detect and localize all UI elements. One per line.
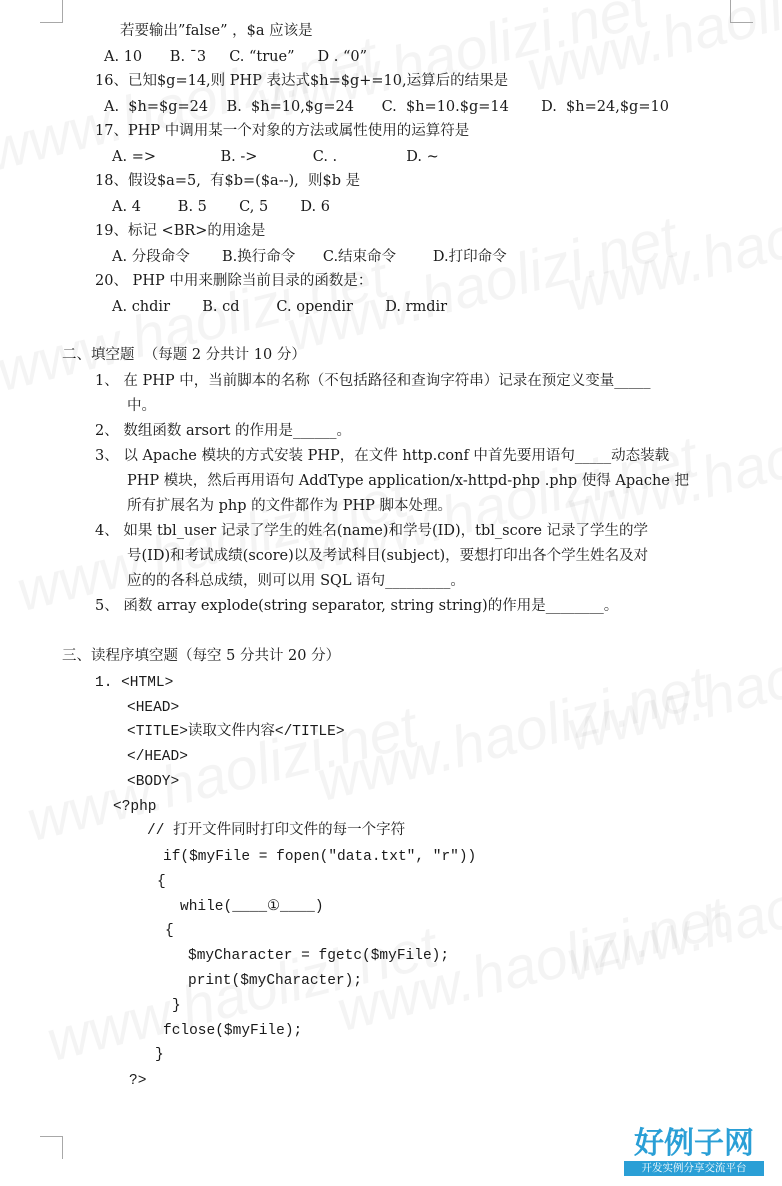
corner-mark-top-left xyxy=(40,0,63,23)
c-endhead: </HEAD> xyxy=(127,749,188,765)
q20-options: A. chdir B. cd C. opendir D. rmdir xyxy=(112,299,448,315)
c-brace1: { xyxy=(157,874,166,890)
f4-line1: 4、 如果 tbl_user 记录了学生的姓名(name)和学号(ID)，tbl_score 记录了学生的学 xyxy=(95,523,649,539)
f1-line2: 中。 xyxy=(127,398,156,414)
c-php: <?php xyxy=(113,799,157,815)
q18-stem: 18、假设$a=5, 有$b=($a--), 则$b 是 xyxy=(95,173,361,189)
f5: 5、 函数 array explode(string separator, string string)的作用是________。 xyxy=(95,598,619,614)
q17-stem: 17、PHP 中调用某一个对象的方法或属性使用的运算符是 xyxy=(95,123,470,139)
f3-line3: 所有扩展名为 php 的文件都作为 PHP 脚本处理。 xyxy=(127,498,452,514)
q15-stem: 若要输出”false” ，$a 应该是 xyxy=(120,23,313,39)
c-body: <BODY> xyxy=(127,774,180,790)
watermark-text xyxy=(310,653,714,815)
c-end: ?> xyxy=(129,1073,147,1089)
logo-subtitle: 开发实例分享交流平台 xyxy=(624,1161,764,1176)
c-head: <HEAD> xyxy=(127,700,180,716)
q16-options: A. $h=$g=24 B. $h=10,$g=24 C. $h=10.$g=14 D. $h=24,$g=10 xyxy=(104,99,669,115)
f1-line1: 1、 在 PHP 中，当前脚本的名称（不包括路径和查询字符串）记录在预定义变量_____ xyxy=(95,373,651,389)
c-brace3: } xyxy=(172,998,181,1014)
q18-options: A. 4 B. 5 C, 5 D. 6 xyxy=(112,199,330,215)
sec3-heading: 三、读程序填空题（每空 5 分共计 20 分） xyxy=(62,648,341,664)
c-print: print($myCharacter); xyxy=(188,973,363,989)
watermark-text xyxy=(40,913,444,1075)
f3-line2: PHP 模块，然后再用语句 AddType application/x-httpd-php .php 使得 Apache 把 xyxy=(127,473,689,489)
c-brace4: } xyxy=(155,1047,164,1063)
q20-stem: 20、 PHP 中用来删除当前目录的函数是： xyxy=(95,273,373,289)
sec2-heading: 二、填空题 （每题 2 分共计 10 分） xyxy=(62,347,306,363)
watermark-text xyxy=(560,163,782,325)
c-fclose: fclose($myFile); xyxy=(163,1023,303,1039)
watermark-text xyxy=(560,833,782,995)
c-fgetc: $myCharacter = fgetc($myFile); xyxy=(188,948,450,964)
c-title: <TITLE>读取文件内容</TITLE> xyxy=(127,724,345,740)
f4-line2: 号(ID)和考试成绩(score)以及考试科目(subject)，要想打印出各个学生姓名及对 xyxy=(127,548,649,564)
corner-mark-top-right xyxy=(730,0,753,23)
c-while: while(____①____) xyxy=(180,899,324,915)
c-num: 1. <HTML> xyxy=(95,675,174,691)
q16-stem: 16、已知$g=14,则 PHP 表达式$h=$g+=10,运算后的结果是 xyxy=(95,73,509,89)
corner-mark-bottom-left xyxy=(40,1136,63,1159)
q19-options: A. 分段命令 B.换行命令 C.结束命令 D.打印命令 xyxy=(112,249,507,265)
q17-options: A. => B. -> C. . D. ~ xyxy=(112,149,439,165)
c-brace2: { xyxy=(165,923,174,939)
f3-line1: 3、 以 Apache 模块的方式安装 PHP，在文件 http.conf 中首先要用语句_____动态装载 xyxy=(95,448,670,464)
site-logo xyxy=(624,1127,764,1176)
q19-stem: 19、标记 <BR>的用途是 xyxy=(95,223,266,239)
watermark-text xyxy=(560,603,782,765)
c-comment: // 打开文件同时打印文件的每一个字符 xyxy=(147,823,406,839)
logo-title: 好例子网 xyxy=(634,1126,754,1161)
c-if: if($myFile = fopen("data.txt", "r")) xyxy=(163,849,477,865)
f4-line3: 应的的各科总成绩，则可以用 SQL 语句_________。 xyxy=(127,573,465,589)
q15-options: A. 10 B. ¯3 C. “true” D . “0” xyxy=(104,49,368,65)
f2: 2、 数组函数 arsort 的作用是______。 xyxy=(95,423,352,439)
